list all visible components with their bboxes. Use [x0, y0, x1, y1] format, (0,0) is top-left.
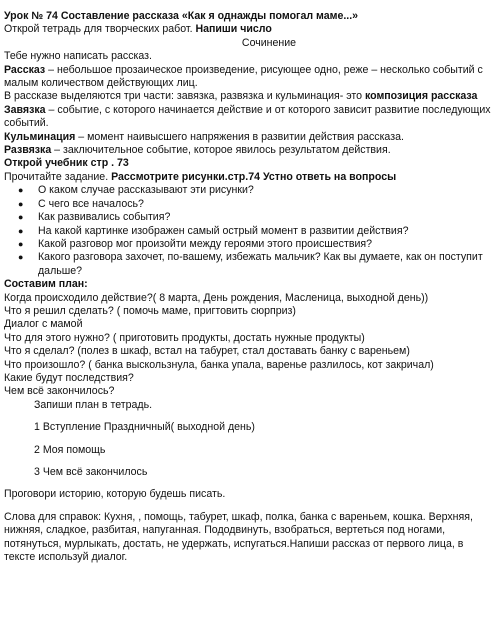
reference-words: Слова для справок: Кухня, , помощь, табурет, шкаф, полка, банка с вареньем, кошка. Верхняя, нижняя, сладкое, разбитая, напуганная. Пододвинуть, взобраться, вертеться под ногами, потянуться, мурлыкать, достать, не удержать, испугаться.Напиши рассказ от первого лица, в тексте используй диалог.: [4, 510, 473, 564]
plan-item: 1 Вступление Праздничный( выходной день): [34, 421, 255, 434]
question-list: [4, 184, 494, 278]
spacer: [4, 479, 494, 488]
setup-definition: [4, 104, 494, 131]
list-item: [4, 198, 494, 211]
plan-line: Что я сделал? (полез в шкаф, встал на табурет, стал доставать банку с вареньем): [4, 345, 410, 358]
setup-term: Завязка: [4, 103, 46, 116]
climax-term: Кульминация: [4, 130, 76, 143]
plan-line: Что я решил сделать? ( помочь маме, пригтовить сюрприз): [4, 304, 296, 317]
plan-heading: Составим план:: [4, 278, 88, 291]
plan-line: Диалог с мамой: [4, 318, 83, 331]
question-text: Как развивались события?: [38, 211, 171, 224]
plan-line: Когда происходило действие?( 8 марта, День рождения, Масленица, выходной день)): [4, 291, 429, 304]
story-definition: [4, 64, 494, 91]
plan-line: Что для этого нужно? ( приготовить продукты, достать нужные продукты): [4, 331, 365, 344]
story-def-text: – небольшое прозаическое произведение, рисующее одно, реже – несколько событий с малым количеством действующих лиц.: [4, 63, 483, 90]
task-text: Тебе нужно написать рассказ.: [4, 50, 152, 63]
list-item: [4, 211, 494, 224]
climax-definition: [4, 131, 494, 144]
composition-bold: композиция рассказа: [364, 90, 478, 103]
instruction-bold: Напиши число: [195, 23, 272, 36]
question-text: Какой разговор мог произойти между героями этого происшествия?: [38, 237, 372, 250]
textbook-task-bold: Рассмотрите рисунки.стр.74 Устно ответь на вопросы: [111, 170, 397, 183]
spacer: [4, 502, 494, 511]
list-item: [4, 238, 494, 251]
textbook-task-text: Прочитайте задание.: [4, 170, 112, 183]
subtitle: Сочинение: [241, 36, 297, 49]
instruction-line: [4, 23, 494, 36]
bullet-icon: ●: [18, 225, 24, 236]
resolution-term: Развязка: [4, 144, 52, 157]
question-text: О каком случае рассказывают эти рисунки?: [38, 184, 254, 197]
write-plan-instruction: Запиши план в тетрадь.: [34, 398, 153, 411]
bullet-icon: ●: [18, 185, 24, 196]
bullet-icon: ●: [18, 212, 24, 223]
resolution-def-text: – заключительное событие, которое явилось результатом действия.: [51, 144, 391, 157]
composition-line: [4, 90, 494, 103]
list-item: [4, 225, 494, 238]
list-item: [4, 184, 494, 197]
spacer: [4, 457, 494, 466]
list-item: [4, 251, 494, 278]
climax-def-text: – момент наивысшего напряжения в развитии действия рассказа.: [75, 130, 404, 143]
spacer: [4, 435, 494, 444]
question-text: С чего все началось?: [38, 197, 144, 210]
lesson-title: Урок № 74 Составление рассказа «Как я однажды помогал маме...»: [4, 10, 359, 22]
bullet-icon: ●: [18, 198, 24, 209]
plan-line: Чем всё закончилось?: [4, 385, 115, 398]
textbook-open: Открой учебник стр . 73: [4, 157, 129, 170]
plan-line: Какие будут последствия?: [4, 371, 134, 384]
composition-text: В рассказе выделяются три части: завязка, развязка и кульминация- это: [4, 90, 365, 103]
bullet-icon: ●: [18, 252, 24, 263]
setup-def-text: – событие, с которого начинается действие и от которого зависит развитие последующих событий.: [4, 103, 491, 130]
textbook-task: [4, 171, 494, 184]
question-text: На какой картинке изображен самый острый момент в развитии действия?: [38, 224, 409, 237]
question-text: Какого разговора захочет, по-вашему, избежать мальчик? Как вы думаете, как он поступит дальше?: [38, 251, 483, 277]
plan-line: Что произошло? ( банка выскользнула, банка упала, варенье разлилось, кот закричал): [4, 358, 434, 371]
spacer: [4, 412, 494, 421]
plan-item: 3 Чем всё закончилось: [34, 466, 148, 478]
plan-item: 2 Моя помощь: [34, 443, 106, 456]
resolution-definition: [4, 144, 494, 157]
story-term: Рассказ: [4, 63, 46, 76]
instruction-text: Открой тетрадь для творческих работ.: [4, 23, 193, 36]
bullet-icon: ●: [18, 238, 24, 249]
retell-instruction: Проговори историю, которую будешь писать.: [4, 488, 226, 501]
